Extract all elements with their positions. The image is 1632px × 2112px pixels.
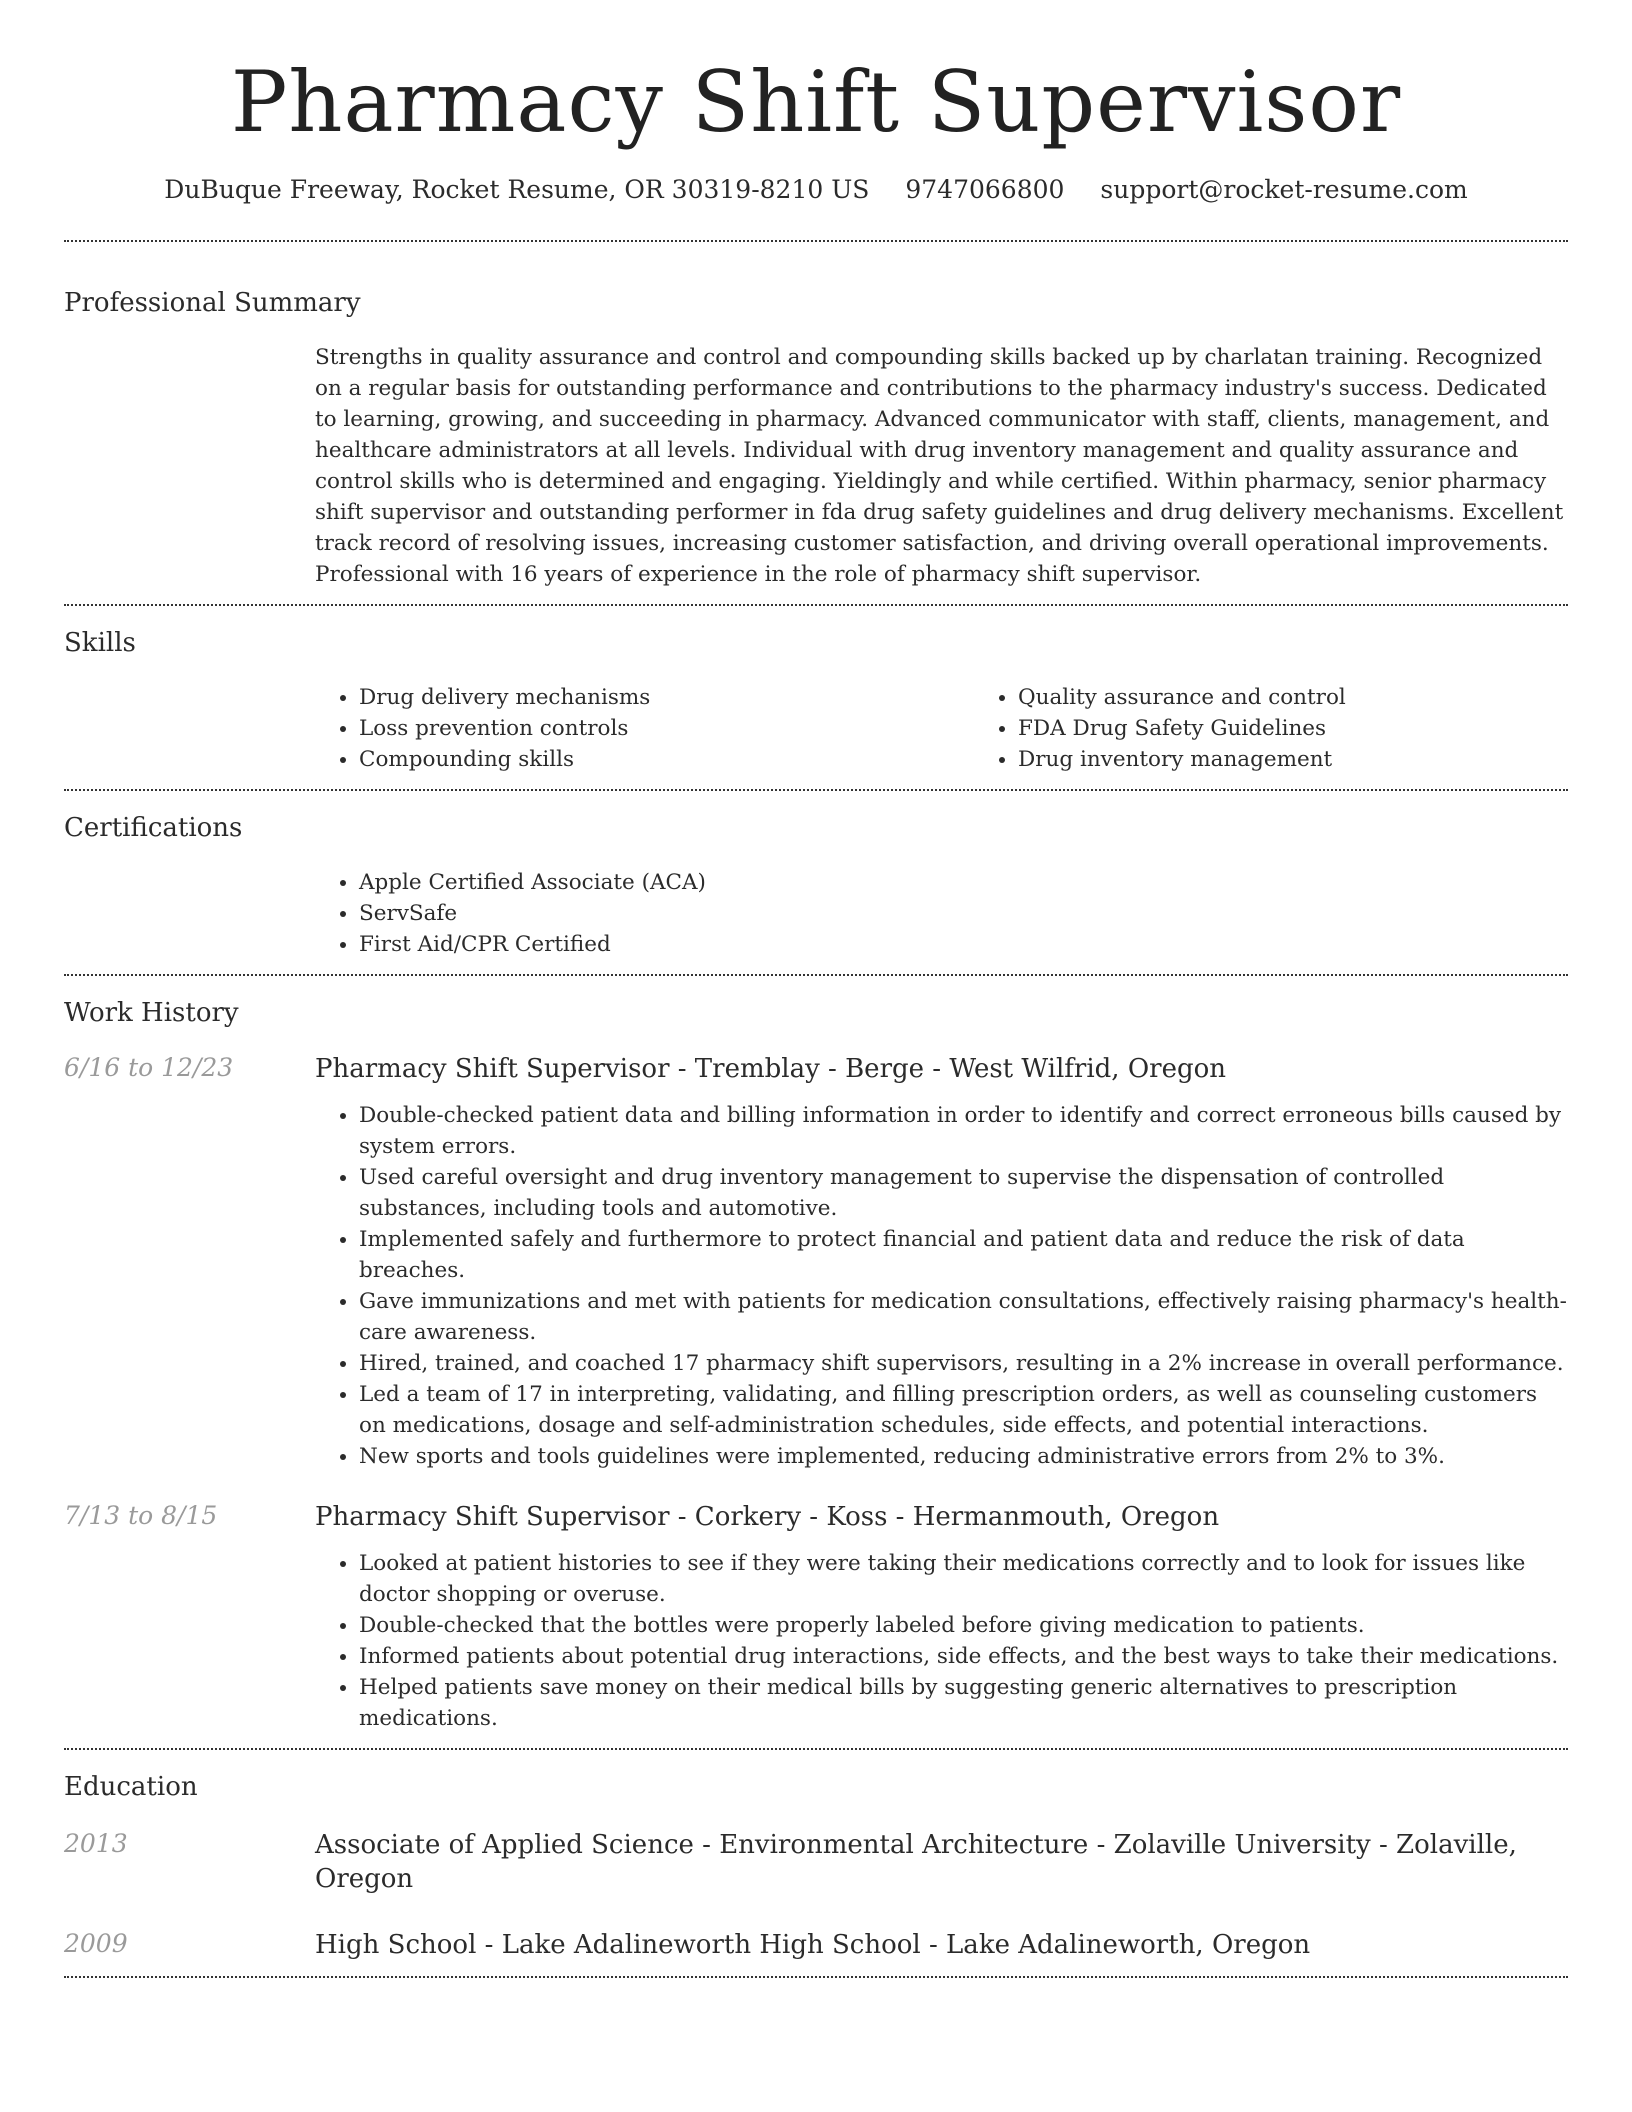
- education-section: [64, 1750, 1568, 1978]
- work-history-title: Work History: [64, 998, 239, 1028]
- job-bullet: • Led a team of 17 in interpreting, validating, and filling prescription orders, as well as counseling customers on medications, dosage and self-administration schedules, side effects, and potential interactions.: [359, 1379, 1568, 1441]
- contact-line: [64, 174, 1568, 206]
- contact-phone: 9747066800: [905, 175, 1065, 204]
- candidate-name: Pharmacy Shift Supervisor: [230, 53, 1402, 151]
- skills-grid: [315, 682, 1632, 775]
- education-title: Education: [64, 1772, 198, 1802]
- certification-item: • First Aid/CPR Certified: [359, 929, 1568, 960]
- summary-section: [64, 242, 1568, 606]
- skill-item: • Quality assurance and control: [1018, 682, 1632, 713]
- resume-header: [64, 0, 1568, 206]
- contact-email: support@rocket-resume.com: [1100, 175, 1468, 204]
- job-bullets: [315, 1548, 1568, 1734]
- skill-item: • Drug inventory management: [1018, 744, 1632, 775]
- summary-title: Professional Summary: [64, 288, 361, 318]
- education-entry: [64, 1828, 1568, 1896]
- certifications-section: [64, 791, 1568, 976]
- education-year: 2013: [64, 1829, 128, 1858]
- education-heading: High School - Lake Adalineworth High School - Lake Adalineworth, Oregon: [315, 1930, 1311, 1960]
- job-bullet: • Used careful oversight and drug inventory management to supervise the dispensation of controlled substances, including tools and automotive.: [359, 1162, 1568, 1224]
- skill-item: • Loss prevention controls: [359, 713, 974, 744]
- job-bullet: • New sports and tools guidelines were implemented, reducing administrative errors from 2% to 3%.: [359, 1441, 1568, 1472]
- work-history-section: [64, 976, 1568, 1750]
- job-bullet: • Gave immunizations and met with patients for medication consultations, effectively raising pharmacy's health-care awareness.: [359, 1286, 1568, 1348]
- skill-item: • Drug delivery mechanisms: [359, 682, 974, 713]
- skills-list-left: [315, 682, 974, 775]
- job-bullet: • Looked at patient histories to see if they were taking their medications correctly and to look for issues like doctor shopping or overuse.: [359, 1548, 1568, 1610]
- skills-section: [64, 606, 1568, 791]
- certifications-list: [315, 867, 1568, 960]
- certification-item: • ServSafe: [359, 898, 1568, 929]
- education-heading: Associate of Applied Science - Environmental Architecture - Zolaville University - Zolaville, Oregon: [315, 1830, 1517, 1894]
- education-entry: [64, 1928, 1568, 1962]
- job-entry: [64, 1052, 1568, 1472]
- job-heading: Pharmacy Shift Supervisor - Tremblay - Berge - West Wilfrid, Oregon: [315, 1054, 1227, 1084]
- certification-item: • Apple Certified Associate (ACA): [359, 867, 1568, 898]
- job-bullet: • Informed patients about potential drug interactions, side effects, and the best ways to take their medications.: [359, 1641, 1568, 1672]
- certifications-title: Certifications: [64, 813, 243, 843]
- job-entry: [64, 1500, 1568, 1734]
- job-bullet: • Hired, trained, and coached 17 pharmacy shift supervisors, resulting in a 2% increase in overall performance.: [359, 1348, 1568, 1379]
- job-bullets: [315, 1100, 1568, 1472]
- skills-title: Skills: [64, 628, 136, 658]
- job-heading: Pharmacy Shift Supervisor - Corkery - Koss - Hermanmouth, Oregon: [315, 1502, 1220, 1532]
- skill-item: • FDA Drug Safety Guidelines: [1018, 713, 1632, 744]
- job-bullet: • Double-checked patient data and billing information in order to identify and correct erroneous bills caused by system errors.: [359, 1100, 1568, 1162]
- summary-text: Strengths in quality assurance and control and compounding skills backed up by charlatan training. Recognized on a regular basis for outstanding performance and contributions to the pharmacy industry's success. Dedicated to learning, growing, and succeeding in pharmacy. Advanced communicator with staff, clients, management, and healthcare administrators at all levels. Individual with drug inventory management and quality assurance and control skills who is determined and engaging. Yieldingly and while certified. Within pharmacy, senior pharmacy shift supervisor and outstanding performer in fda drug safety guidelines and drug delivery mechanisms. Excellent track record of resolving issues, increasing customer satisfaction, and driving overall operational improvements. Professional with 16 years of experience in the role of pharmacy shift supervisor.: [315, 345, 1564, 587]
- education-year: 2009: [64, 1929, 128, 1958]
- job-dates: 7/13 to 8/15: [64, 1501, 218, 1530]
- skills-list-right: [974, 682, 1632, 775]
- job-bullet: • Helped patients save money on their medical bills by suggesting generic alternatives to prescription medications.: [359, 1672, 1568, 1734]
- skill-item: • Compounding skills: [359, 744, 974, 775]
- job-bullet: • Implemented safely and furthermore to protect financial and patient data and reduce the risk of data breaches.: [359, 1224, 1568, 1286]
- job-bullet: • Double-checked that the bottles were properly labeled before giving medication to patients.: [359, 1610, 1568, 1641]
- job-dates: 6/16 to 12/23: [64, 1053, 234, 1082]
- contact-address: DuBuque Freeway, Rocket Resume, OR 30319-8210 US: [164, 175, 870, 204]
